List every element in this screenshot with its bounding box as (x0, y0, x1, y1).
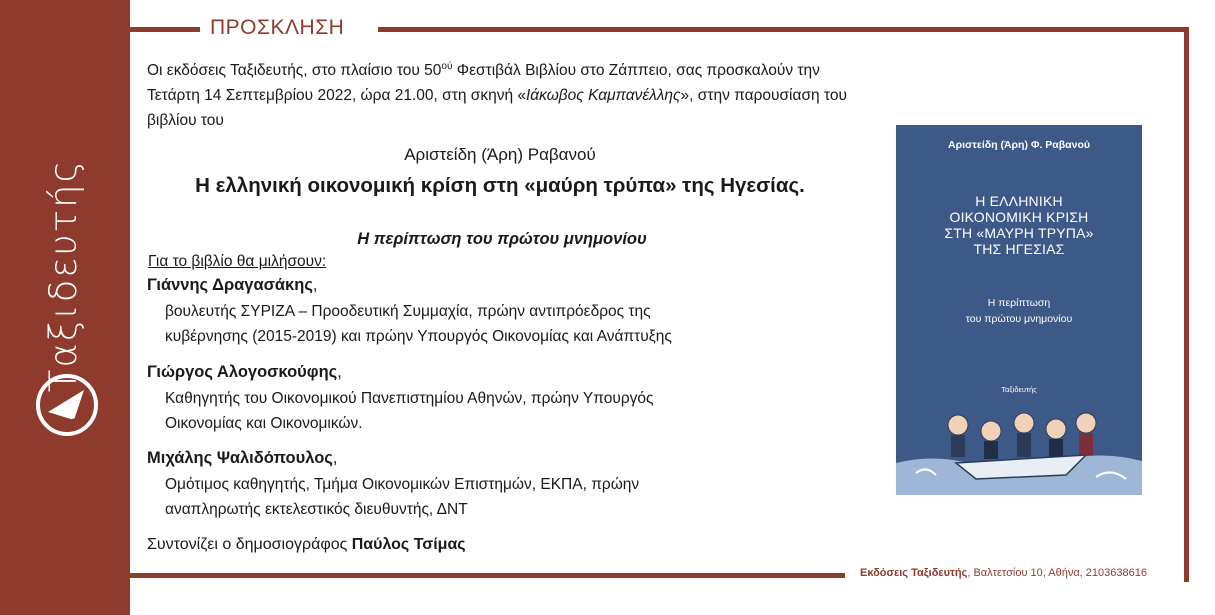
intro-paragraph: Οι εκδόσεις Ταξιδευτής, στο πλαίσιο του $50^{oύ}$ Φεστιβάλ Βιβλίου στο Ζάππειο, σας προσκαλούν την Τετάρτη 14 Σεπτεμβρίου 2022, ώρα 21.00, στη σκηνή «Ιάκωβος Καμπανέλλης», στην παρουσίαση του βιβλίου του (147, 61, 847, 130)
cover-publisher: Ταξιδευτής (1001, 385, 1037, 394)
book-subtitle: Η περίπτωση του πρώτου μνημονίου (357, 230, 647, 248)
cover-author: Αριστείδη (Άρη) Φ. Ραβανού (947, 139, 1090, 151)
speaker-name: Μιχάλης Ψαλιδόπουλος, (147, 449, 338, 467)
page-title: ΠΡΟΣΚΛΗΣΗ (210, 16, 345, 39)
speaker-description: Καθηγητής του Οικονομικού Πανεπιστημίου Αθηνών, πρώην Υπουργός Οικονομίας και Οικονομικών. (165, 390, 654, 432)
speaker-name: Γιάννης Δραγασάκης, (147, 276, 318, 294)
speaker-description: Ομότιμος καθηγητής, Τμήμα Οικονομικών Επιστημών, ΕΚΠΑ, πρώην αναπληρωτής εκτελεστικός διευθυντής, ΔΝΤ (165, 476, 640, 518)
moderator-line: Συντονίζει ο δημοσιογράφος Παύλος Τσίμας (147, 536, 466, 553)
footer-contact: Εκδόσεις Ταξιδευτής, Βαλτετσίου 10, Αθήνα, 2103638616 (860, 567, 1147, 579)
speakers-heading: Για το βιβλίο θα μιλήσουν: (148, 253, 327, 270)
cover-illustration (896, 393, 1142, 495)
cover-title: Η ΕΛΛΗΝΙΚΗ ΟΙΚΟΝΟΜΙΚΗ ΚΡΙΣΗ ΣΤΗ «ΜΑΥΡΗ ΤΡΥΠΑ» ΤΗΣ ΗΓΕΣΙΑΣ (944, 193, 1094, 257)
brand-name: Ταξιδευτής (42, 158, 86, 392)
speaker-description: βουλευτής ΣΥΡΙΖΑ – Προοδευτική Συμμαχία, πρώην αντιπρόεδρος της κυβέρνησης (2015-2019) και πρώην Υπουργός Οικονομίας και Ανάπτυξης (165, 303, 672, 345)
right-rule (1184, 27, 1189, 582)
cover-subtitle: Η περίπτωση του πρώτου μνημονίου (965, 297, 1073, 325)
top-rule-left (130, 27, 200, 32)
book-title: Η ελληνική οικονομική κρίση στη «μαύρη τρύπα» της Ηγεσίας. (195, 174, 805, 197)
top-rule-right (378, 27, 1188, 32)
book-author: Αριστείδη (Άρη) Ραβανού (404, 145, 596, 164)
book-cover (896, 125, 1142, 495)
brand-sidebar (0, 0, 130, 615)
taxideftis-logo-icon (34, 368, 100, 442)
bottom-rule (130, 573, 845, 578)
speaker-name: Γιώργος Αλογοσκούφης, (147, 363, 342, 381)
